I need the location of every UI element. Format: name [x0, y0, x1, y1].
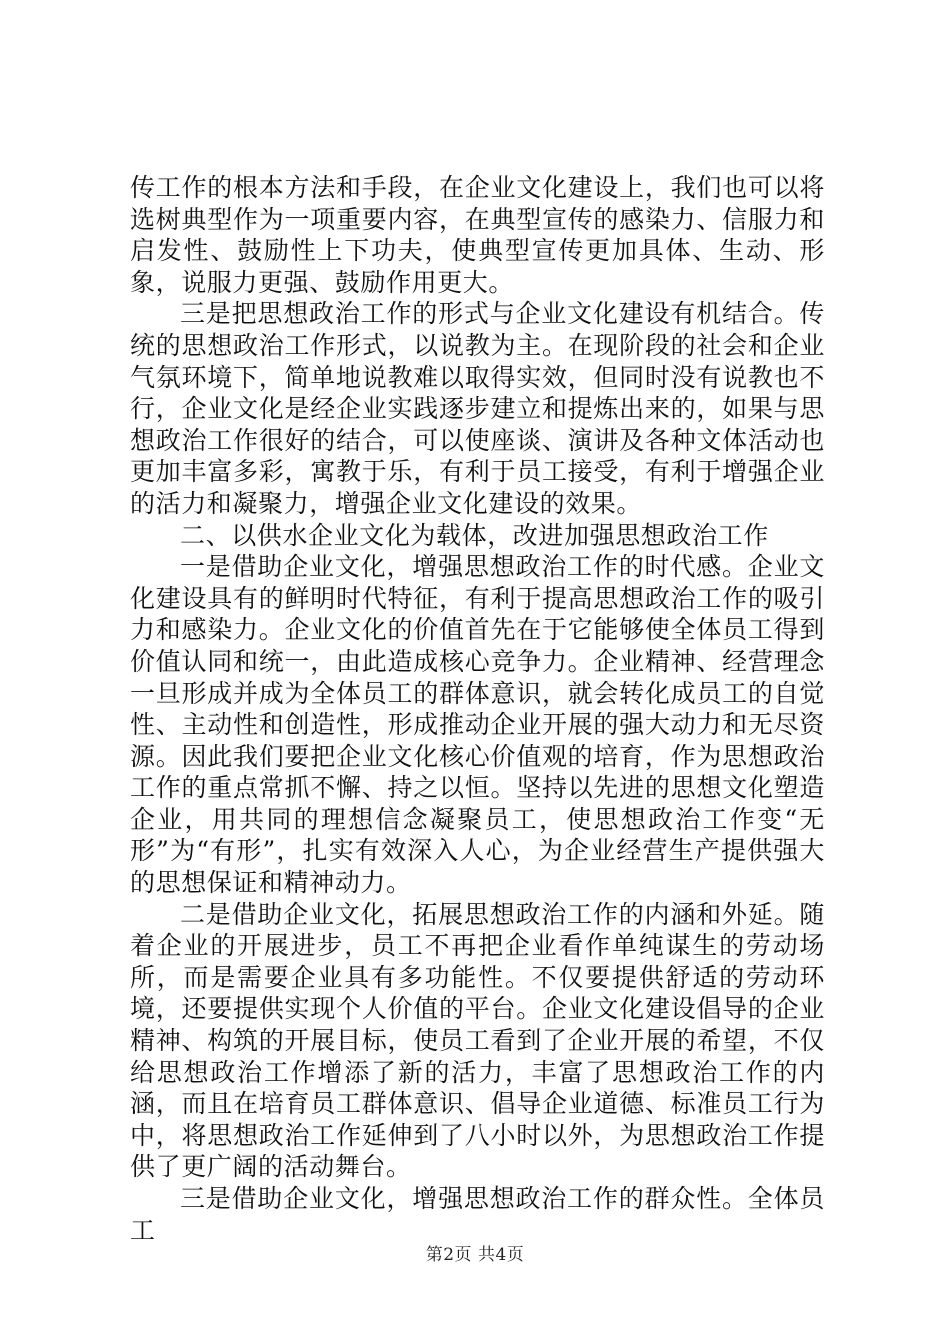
section-heading: 二、以供水企业文化为载体，改进加强思想政治工作 [180, 520, 769, 550]
paragraph-5: 三是借助企业文化，增强思想政治工作的群众性。全体员工 [130, 1184, 825, 1245]
document-body [130, 172, 825, 1246]
page-footer: 第2页 共4页 [425, 1245, 525, 1265]
paragraph-4: 二是借助企业文化，拓展思想政治工作的内涵和外延。随着企业的开展进步，员工不再把企业看作单纯谋生的劳动场所，而是需要企业具有多功能性。不仅要提供舒适的劳动环境，还要提供实现个人价值的平台。企业文化建设倡导的企业精神、构筑的开展目标，使员工看到了企业开展的希望，不仅给思想政治工作增添了新的活力，丰富了思想政治工作的内涵，而且在培育员工群体意识、倡导企业道德、标准员工行为中，将思想政治工作延伸到了八小时以外，为思想政治工作提供了更广阔的活动舞台。 [130, 899, 825, 1182]
paragraph-3: 一是借助企业文化，增强思想政治工作的时代感。企业文化建设具有的鲜明时代特征，有利于提高思想政治工作的吸引力和感染力。企业文化的价值首先在于它能够使全体员工得到价值认同和统一，由此造成核心竞争力。企业精神、经营理念一旦形成并成为全体员工的群体意识，就会转化成员工的自觉性、主动性和创造性，形成推动企业开展的强大动力和无尽资源。因此我们要把企业文化核心价值观的培育，作为思想政治工作的重点常抓不懈、持之以恒。坚持以先进的思想文化塑造企业，用共同的理想信念凝聚员工，使思想政治工作变“无形”为“有形”，扎实有效深入人心，为企业经营生产提供强大的思想保证和精神动力。 [130, 552, 825, 898]
paragraph-2: 三是把思想政治工作的形式与企业文化建设有机结合。传统的思想政治工作形式，以说教为主。在现阶段的社会和企业气氛环境下，简单地说教难以取得实效，但同时没有说教也不行，企业文化是经企业实践逐步建立和提炼出来的，如果与思想政治工作很好的结合，可以使座谈、演讲及各种文体活动也更加丰富多彩，寓教于乐，有利于员工接受，有利于增强企业的活力和凝聚力，增强企业文化建设的效果。 [130, 299, 825, 518]
paragraph-1: 传工作的根本方法和手段，在企业文化建设上，我们也可以将选树典型作为一项重要内容，在典型宣传的感染力、信服力和启发性、鼓励性上下功夫，使典型宣传更加具体、生动、形象，说服力更强、鼓励作用更大。 [130, 173, 825, 297]
